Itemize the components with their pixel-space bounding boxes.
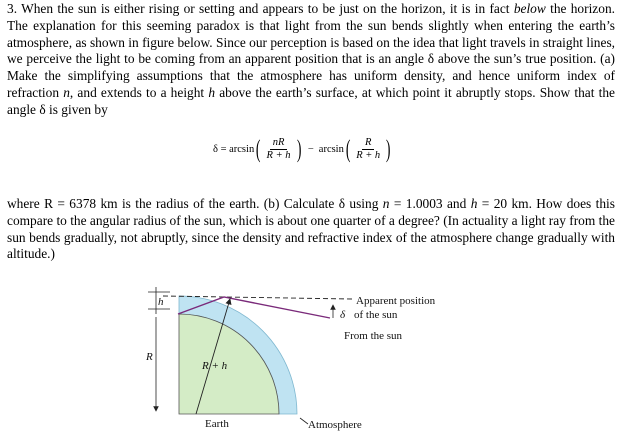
label-h: h <box>158 296 164 308</box>
label-apparent-position: Apparent position <box>356 295 436 307</box>
earth-body <box>179 314 279 414</box>
label-earth: Earth <box>205 418 229 430</box>
label-r: R <box>146 351 153 363</box>
fraction-2-denominator: R + h <box>356 150 381 161</box>
text-segment: where R = 6378 km is the radius of the earth. (b) Calculate δ using <box>7 196 379 211</box>
fraction-1-denominator: R + h <box>266 150 291 161</box>
fraction-1-numerator: nR <box>270 137 288 150</box>
fraction-2 <box>353 137 383 162</box>
problem-paragraph-2 <box>7 196 615 263</box>
text-segment: = 20 km. How does this compare to the angular radius of the sun, which is about one quarter of a degree? (In actuality a light ray from the sun bends gradually, not abruptly, since the density and refractive index of the atmosphere change gradually with altitude.) <box>7 196 615 262</box>
label-from-the-sun: From the sun <box>344 330 403 342</box>
text-segment: above the earth’s surface, at which point it abruptly stops. Show that the angle δ is given by <box>7 84 615 117</box>
equation-func-2: arcsin <box>318 144 344 155</box>
variable-n: n <box>63 84 70 100</box>
minus-sign: − <box>307 144 314 155</box>
right-paren: ) <box>386 136 391 163</box>
text-segment: 3. When the sun is either rising or setting and appears to be just on the horizon, it is in fact <box>7 1 510 16</box>
left-paren: ( <box>345 136 351 163</box>
problem-paragraph-1 <box>7 1 615 119</box>
variable-h: h <box>208 84 216 100</box>
variable-h: h <box>470 196 478 211</box>
equation-lhs: δ = arcsin <box>213 144 255 155</box>
variable-n: n <box>382 196 390 211</box>
fraction-1 <box>264 137 294 162</box>
equation-delta <box>213 137 393 162</box>
text-segment: = 1.0003 and <box>393 196 467 211</box>
emphasis-below: below <box>513 1 546 16</box>
label-delta: δ <box>340 309 346 321</box>
label-atmosphere: Atmosphere <box>308 419 362 431</box>
atmosphere-pointer <box>300 418 308 424</box>
right-paren: ) <box>296 136 301 163</box>
left-paren: ( <box>256 136 261 163</box>
text-segment: , and extends to a height <box>69 84 205 100</box>
fraction-2-numerator: R <box>362 137 374 150</box>
label-r-plus-h: R + h <box>202 360 228 372</box>
refraction-diagram <box>140 287 460 437</box>
label-of-the-sun: of the sun <box>354 309 398 321</box>
text-segment: the horizon. The explanation for this seeming paradox is that light from the sun bends slightly when entering the earth’s atmosphere, as shown in figure below. Since our perception is based on the idea that light travels in straight lines, we perceive the light to be coming from an apparent position that is an angle δ above the sun’s true position. (a) Make the simplifying assumptions that the atmosphere has uniform density, and hence uniform index of refraction <box>7 1 615 100</box>
